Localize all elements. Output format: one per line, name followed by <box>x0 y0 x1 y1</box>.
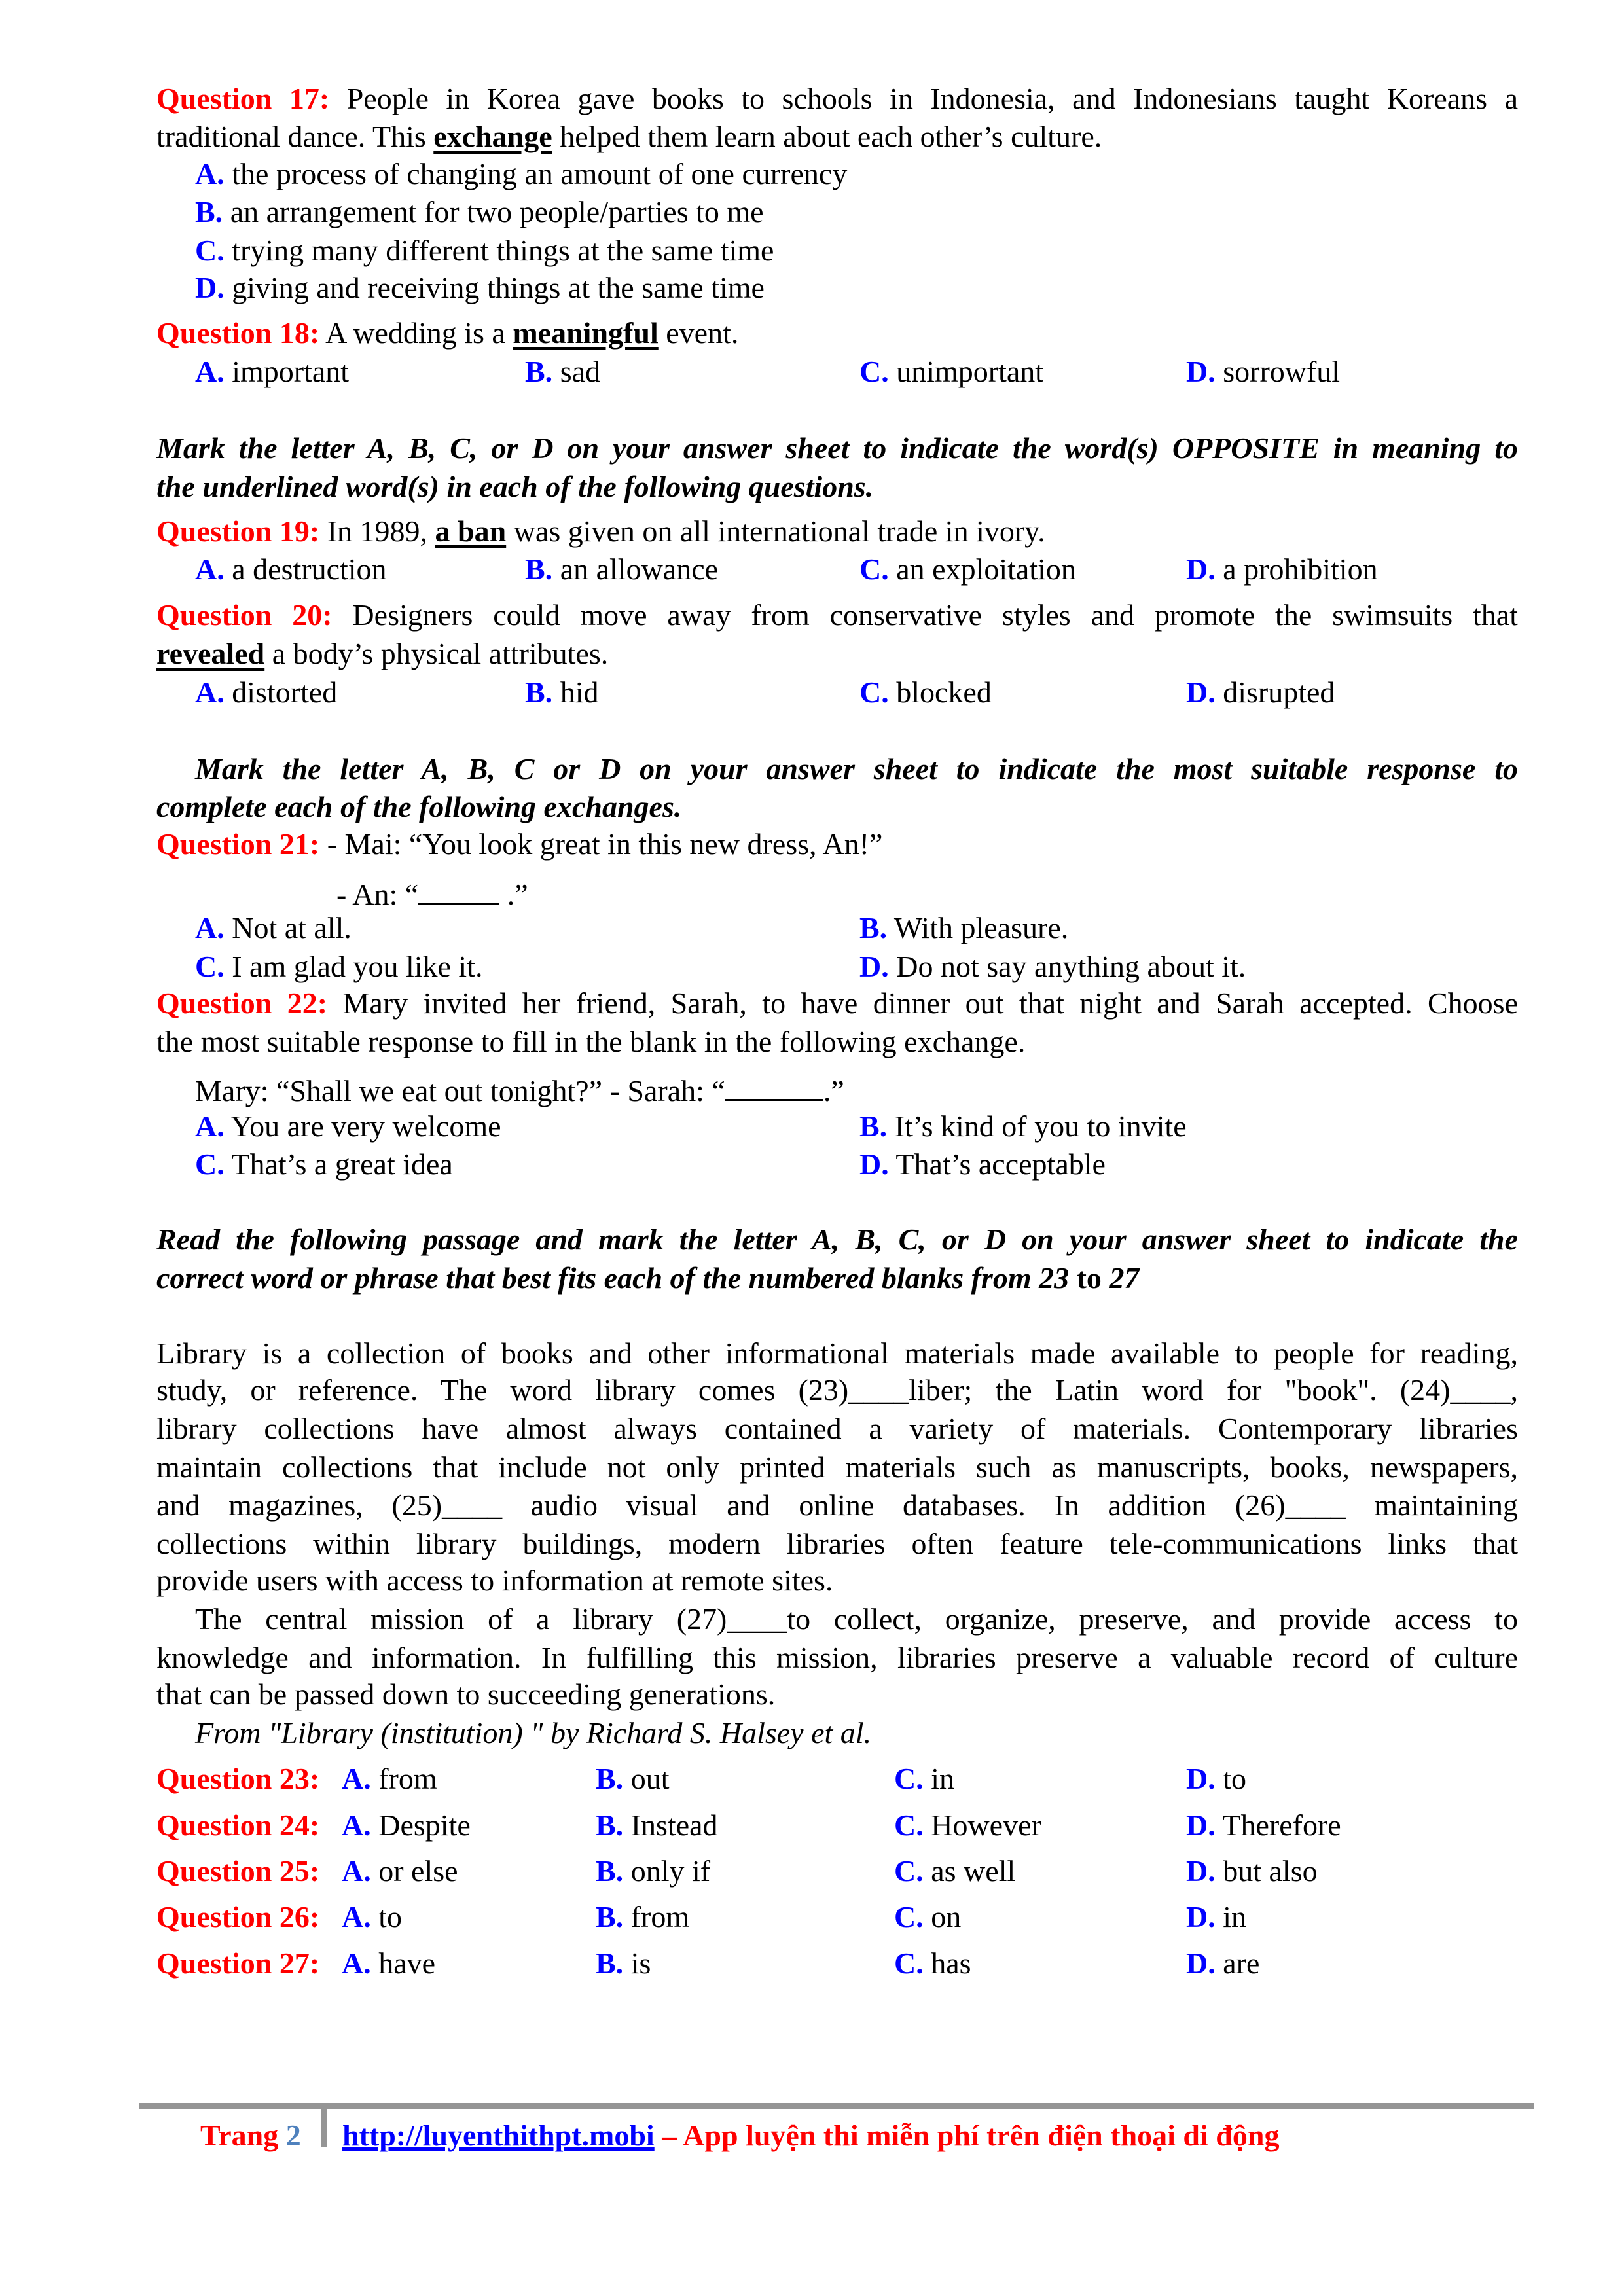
q18-stem: Question 18: A wedding is a meaningful event. <box>156 316 739 350</box>
q24-option-a[interactable]: A. Despite <box>342 1808 471 1842</box>
q22-dialog: Mary: “Shall we eat out tonight?” - Sarah: “ .” <box>195 1074 844 1107</box>
passage-line: knowledge and information. In fulfilling this mission, libraries preserve a valuable record of culture <box>156 1641 1518 1674</box>
passage-line: library collections have almost always contained a variety of materials. Contemporary libraries <box>156 1412 1518 1445</box>
underlined-word: a ban <box>435 514 507 548</box>
question-label: Question 17: <box>156 82 330 115</box>
q21-an-line: - An: “ .” <box>336 878 528 911</box>
q22-stem-line1: Question 22: Mary invited her friend, Sarah, to have dinner out that night and Sarah accepted. Choose <box>156 986 1518 1020</box>
question-label: Question 22: <box>156 986 328 1020</box>
q18-option-c[interactable]: C. unimportant <box>859 355 1044 388</box>
instruction-passage-line2: correct word or phrase that best fits each of the numbered blanks from 23 to 27 <box>156 1261 1140 1295</box>
question-label: Question 18: <box>156 316 320 350</box>
footer-divider <box>139 2103 1534 2109</box>
passage-line: The central mission of a library (27)____to collect, organize, preserve, and provide access to <box>195 1602 1518 1636</box>
q20-option-c[interactable]: C. blocked <box>859 675 992 709</box>
q27-option-b[interactable]: B. is <box>596 1946 651 1980</box>
instruction-response-line1: Mark the letter A, B, C or D on your answer sheet to indicate the most suitable response to <box>195 752 1518 785</box>
q19-option-b[interactable]: B. an allowance <box>525 552 719 586</box>
q20-option-d[interactable]: D. disrupted <box>1186 675 1335 709</box>
q20-stem-line2: revealed a body’s physical attributes. <box>156 637 609 670</box>
q21-option-c[interactable]: C. I am glad you like it. <box>195 950 483 983</box>
cloze-question-25: Question 25: <box>156 1854 320 1888</box>
q25-option-a[interactable]: A. or else <box>342 1854 458 1888</box>
cloze-question-27: Question 27: <box>156 1946 320 1980</box>
q19-stem: Question 19: In 1989, a ban was given on all international trade in ivory. <box>156 514 1045 548</box>
question-label: Question 19: <box>156 514 320 548</box>
q26-option-d[interactable]: D. in <box>1186 1900 1247 1933</box>
q26-option-c[interactable]: C. on <box>894 1900 962 1933</box>
cloze-question-24: Question 24: <box>156 1808 320 1842</box>
q17-option-c[interactable]: C. trying many different things at the same time <box>195 234 774 267</box>
underlined-word: revealed <box>156 637 265 670</box>
q26-option-a[interactable]: A. to <box>342 1900 403 1933</box>
q22-option-c[interactable]: C. That’s a great idea <box>195 1147 453 1181</box>
passage-line: maintain collections that include not only printed materials such as manuscripts, books, newspapers, <box>156 1450 1518 1484</box>
q19-option-d[interactable]: D. a prohibition <box>1186 552 1378 586</box>
passage-line: provide users with access to information at remote sites. <box>156 1564 833 1597</box>
q18-option-d[interactable]: D. sorrowful <box>1186 355 1341 388</box>
answer-blank <box>725 1073 823 1101</box>
cloze-question-26: Question 26: <box>156 1900 320 1933</box>
footer-text <box>342 2121 1279 2151</box>
q24-option-b[interactable]: B. Instead <box>596 1808 718 1842</box>
passage-line: that can be passed down to succeeding generations. <box>156 1677 776 1711</box>
q27-option-a[interactable]: A. have <box>342 1946 436 1980</box>
q20-option-b[interactable]: B. hid <box>525 675 599 709</box>
q21-option-b[interactable]: B. With pleasure. <box>859 911 1069 944</box>
q17-stem-line1: Question 17: People in Korea gave books to schools in Indonesia, and Indonesians taught Koreans a <box>156 82 1518 115</box>
passage-line: study, or reference. The word library comes (23)____liber; the Latin word for "book". (24)____, <box>156 1373 1518 1407</box>
q23-option-c[interactable]: C. in <box>894 1762 955 1795</box>
footer-page-label: Trang 2 <box>200 2119 301 2152</box>
question-label: Question 20: <box>156 598 333 632</box>
q24-option-d[interactable]: D. Therefore <box>1186 1808 1341 1842</box>
q17-option-b[interactable]: B. an arrangement for two people/parties to me <box>195 195 764 228</box>
underlined-word: meaningful <box>513 316 659 350</box>
q17-stem-line2: traditional dance. This exchange helped them learn about each other’s culture. <box>156 120 1102 153</box>
q27-option-c[interactable]: C. has <box>894 1946 971 1980</box>
q27-option-d[interactable]: D. are <box>1186 1946 1260 1980</box>
passage-line: and magazines, (25)____ audio visual and online databases. In addition (26)____ maintaining <box>156 1488 1518 1522</box>
q23-option-a[interactable]: A. from <box>342 1762 437 1795</box>
q23-option-b[interactable]: B. out <box>596 1762 670 1795</box>
q22-stem-line2: the most suitable response to fill in the blank in the following exchange. <box>156 1025 1026 1058</box>
passage-line: collections within library buildings, modern libraries often feature tele-communications links that <box>156 1527 1518 1560</box>
q23-option-d[interactable]: D. to <box>1186 1762 1247 1795</box>
q21-option-d[interactable]: D. Do not say anything about it. <box>859 950 1246 983</box>
instruction-opposite-line1: Mark the letter A, B, C, or D on your answer sheet to indicate the word(s) OPPOSITE in meaning to <box>156 431 1518 465</box>
underlined-word: exchange <box>433 120 552 153</box>
q25-option-b[interactable]: B. only if <box>596 1854 711 1888</box>
q24-option-c[interactable]: C. However <box>894 1808 1041 1842</box>
question-label: Question 21: <box>156 827 320 861</box>
instruction-passage-line1: Read the following passage and mark the letter A, B, C, or D on your answer sheet to indicate the <box>156 1223 1518 1256</box>
q25-option-c[interactable]: C. as well <box>894 1854 1016 1888</box>
q18-option-b[interactable]: B. sad <box>525 355 601 388</box>
q20-option-a[interactable]: A. distorted <box>195 675 338 709</box>
q18-option-a[interactable]: A. important <box>195 355 350 388</box>
q21-stem: Question 21: - Mai: “You look great in this new dress, An!” <box>156 827 883 861</box>
q25-option-d[interactable]: D. but also <box>1186 1854 1318 1888</box>
footer-link[interactable]: http://luyenthithpt.mobi <box>342 2119 655 2152</box>
answer-blank <box>418 876 499 905</box>
q20-stem-line1: Question 20: Designers could move away from conservative styles and promote the swimsuits that <box>156 598 1519 632</box>
footer-separator-bar <box>321 2109 327 2147</box>
page-number: 2 <box>285 2119 301 2152</box>
q22-option-a[interactable]: A. You are very welcome <box>195 1109 501 1143</box>
passage-line: Library is a collection of books and other informational materials made available to people for reading, <box>156 1336 1518 1370</box>
q19-option-a[interactable]: A. a destruction <box>195 552 387 586</box>
q19-option-c[interactable]: C. an exploitation <box>859 552 1076 586</box>
passage-source: From "Library (institution) " by Richard S. Halsey et al. <box>195 1716 872 1749</box>
instruction-opposite-line2: the underlined word(s) in each of the following questions. <box>156 470 874 503</box>
q17-option-a[interactable]: A. the process of changing an amount of one currency <box>195 157 848 190</box>
instruction-response-line2: complete each of the following exchanges. <box>156 790 682 823</box>
q26-option-b[interactable]: B. from <box>596 1900 690 1933</box>
cloze-question-23: Question 23: <box>156 1762 320 1795</box>
q21-option-a[interactable]: A. Not at all. <box>195 911 352 944</box>
q22-option-b[interactable]: B. It’s kind of you to invite <box>859 1109 1187 1143</box>
footer-tagline: – App luyện thi miễn phí trên điện thoại di động <box>654 2119 1280 2152</box>
q22-option-d[interactable]: D. That’s acceptable <box>859 1147 1106 1181</box>
q17-option-d[interactable]: D. giving and receiving things at the same time <box>195 271 765 304</box>
